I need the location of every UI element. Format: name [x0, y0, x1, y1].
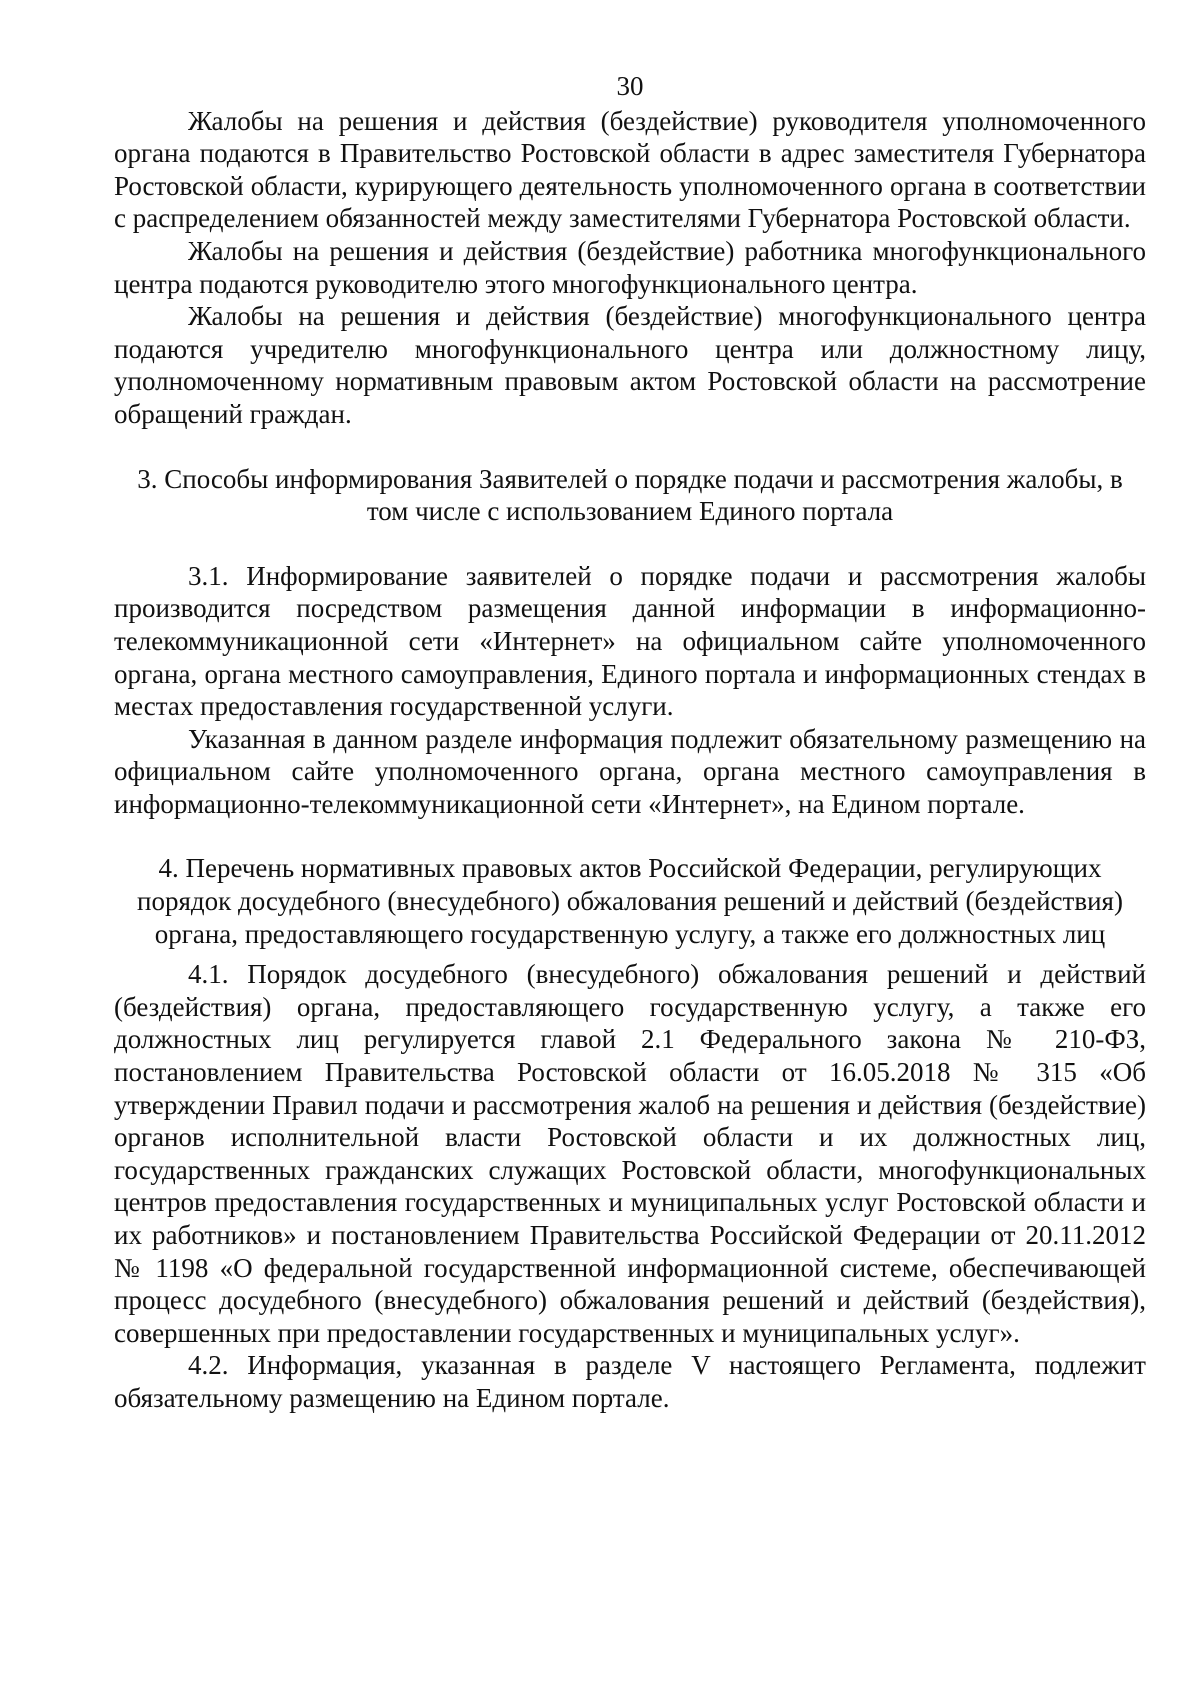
paragraph-4-1: 4.1. Порядок досудебного (внесудебного) обжалования решений и действий (бездействия) органа, предоставляющего государственную услугу, а также его должностных лиц регулируется главой 2.1 Федерального закона № 210-ФЗ, постановлением Правительства Ростовской области от 16.05.2018 № 315 «Об утверждении Правил подачи и рассмотрения жалоб на решения и действия (бездействие) органов исполнительной власти Ростовской области и их должностных лиц, государственных гражданских служащих Ростовской области, многофункциональных центров предоставления государственных и муниципальных услуг Ростовской области и их работников» и постановлением Правительства Российской Федерации от 20.11.2012 № 1198 «О федеральной государственной информационной системе, обеспечивающей процесс досудебного (внесудебного) обжалования решений и действий (бездействия), совершенных при предоставлении государственных и муниципальных услуг». — [114, 959, 1146, 1348]
paragraph-complaints-mfc-employee: Жалобы на решения и действия (бездействие) работника многофункционального центра подаются руководителю этого многофункционального центра. — [114, 235, 1146, 299]
page-number: 30 — [616, 71, 644, 101]
document-page — [114, 70, 1146, 1415]
paragraph-complaints-head-of-authority: Жалобы на решения и действия (бездействие) руководителя уполномоченного органа подаются в Правительство Ростовской области в адрес заместителя Губернатора Ростовской области, курирующего деятельность уполномоченного органа в соответствии с распределением обязанностей между заместителями Губернатора Ростовской области. — [114, 105, 1146, 234]
paragraph-3-1: 3.1. Информирование заявителей о порядке подачи и рассмотрения жалобы производится посредством размещения данной информации в информационно-телекоммуникационной сети «Интернет» на официальном сайте уполномоченного органа, органа местного самоуправления, Единого портала и информационных стендах в местах предоставления государственной услуги. — [114, 560, 1146, 722]
paragraph-4-2: 4.2. Информация, указанная в разделе V настоящего Регламента, подлежит обязательному размещению на Едином портале. — [114, 1350, 1146, 1413]
section-4-heading: 4. Перечень нормативных правовых актов Российской Федерации, регулирующих порядок досудебного (внесудебного) обжалования решений и действий (бездействия) органа, предоставляющего государственную услугу, а также его должностных лиц — [137, 853, 1123, 949]
paragraph-complaints-mfc: Жалобы на решения и действия (бездействие) многофункционального центра подаются учредителю многофункционального центра или должностному лицу, уполномоченному нормативным правовым актом Ростовской области на рассмотрение обращений граждан. — [114, 301, 1146, 429]
section-3-heading: 3. Способы информирования Заявителей о порядке подачи и рассмотрения жалобы, в том числе с использованием Единого портала — [137, 463, 1123, 527]
paragraph-3-info-placement: Указанная в данном разделе информация подлежит обязательному размещению на официальном сайте уполномоченного органа, органа местного самоуправления в информационно-телекоммуникационной сети «Интернет», на Едином портале. — [114, 723, 1146, 819]
